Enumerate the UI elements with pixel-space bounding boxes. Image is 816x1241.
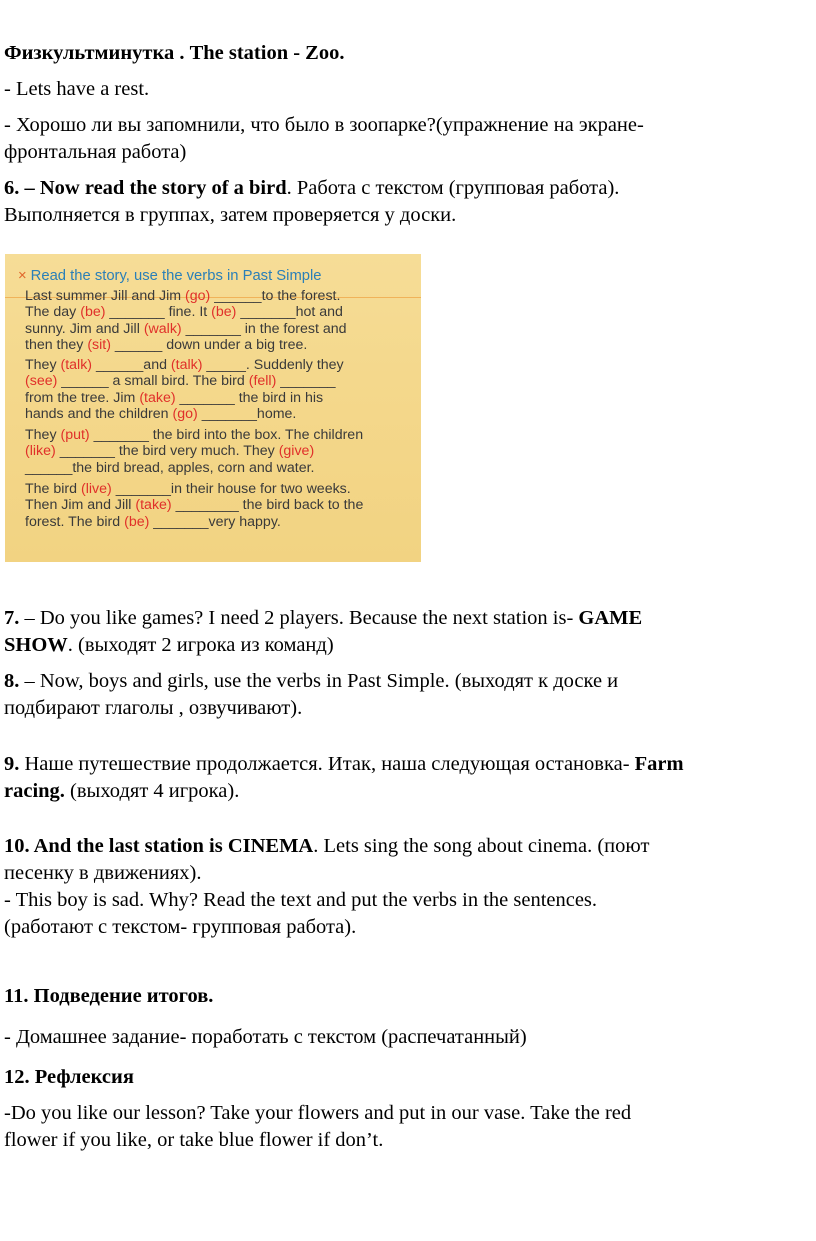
- item-6: [4, 175, 814, 202]
- exercise-line: [25, 497, 417, 513]
- item-9-number: 9.: [4, 753, 20, 775]
- item-7: [4, 605, 814, 632]
- item-5: [4, 40, 814, 67]
- item-11: 11. Подведение итогов.: [4, 985, 214, 1007]
- item-8-text: – Now, boys and girls, use the verbs in Past Simple. (выходят к доске и: [19, 670, 619, 692]
- item-6-rest: . Работа с текстом (групповая работа).: [286, 177, 620, 199]
- exercise-line: [25, 390, 417, 406]
- exercise-line: [25, 460, 417, 476]
- zoo-question-2: фронтальная работа): [4, 141, 187, 163]
- exercise-text: ______ down under a big tree.: [110, 337, 308, 354]
- item-5-text: Физкультминутка . The station - Zoo.: [4, 42, 345, 64]
- item-6-line-2: Выполняется в группах, затем проверяется у доски.: [4, 204, 457, 226]
- verb-hint: (take): [139, 389, 176, 406]
- exercise-text: then they: [25, 337, 88, 354]
- item-9-rest: (выходят 4 игрока).: [64, 780, 240, 802]
- exercise-text: _______ the bird in his: [175, 389, 324, 406]
- exercise-line: [25, 357, 417, 373]
- exercise-text: _______: [276, 373, 336, 390]
- verb-hint: (give): [278, 443, 315, 460]
- exercise-text: _______ fine. It: [105, 304, 212, 321]
- exercise-text: The bird: [25, 481, 81, 497]
- verb-hint: (walk): [143, 320, 182, 337]
- verb-hint: (take): [135, 497, 172, 514]
- item-6-heading: 6. – Now read the story of a bird: [4, 177, 287, 199]
- item-7-text: – Do you like games? I need 2 players. Because the next station is-: [19, 607, 579, 629]
- exercise-text: from the tree. Jim: [25, 389, 140, 406]
- verb-hint: (like): [25, 443, 56, 460]
- verb-hint: (see): [25, 373, 58, 390]
- item-7-number: 7.: [4, 607, 20, 629]
- verb-hint: (put): [60, 427, 90, 443]
- item-7-line-2: [4, 632, 814, 659]
- exercise-text: _____. Suddenly they: [202, 357, 344, 373]
- exercise-text: The day: [25, 304, 81, 321]
- item-10-line-2: песенку в движениях).: [4, 862, 202, 884]
- exercise-title: [18, 268, 322, 284]
- exercise-text: They: [25, 357, 61, 373]
- exercise-text: ______to the forest.: [210, 288, 341, 304]
- verb-hint: (be): [211, 304, 237, 321]
- exercise-line: [25, 406, 417, 422]
- item-7-rest: . (выходят 2 игрока из команд): [67, 634, 334, 656]
- exercise-text: ______ a small bird. The bird: [57, 373, 249, 390]
- exercise-text: _______very happy.: [149, 513, 281, 530]
- exercise-text: _______ the bird into the box. The children: [89, 427, 364, 443]
- item-8-number: 8.: [4, 670, 20, 692]
- item-12: 12. Рефлексия: [4, 1066, 134, 1088]
- item-10-line-4: (работают с текстом- групповая работа).: [4, 916, 357, 938]
- item-8: [4, 668, 814, 695]
- exercise-text: ________ the bird back to the: [171, 497, 364, 514]
- item-9: [4, 751, 814, 778]
- exercise-text: _______hot and: [236, 304, 343, 321]
- exercise-text: ______the bird bread, apples, corn and water.: [25, 459, 315, 476]
- verb-hint: (sit): [87, 337, 111, 354]
- item-10-heading: 10. And the last station is CINEMA: [4, 835, 314, 857]
- exercise-paragraph: [25, 357, 417, 423]
- item-10-line-3: - This boy is sad. Why? Read the text and put the verbs in the sentences.: [4, 889, 598, 911]
- exercise-paragraph: [25, 481, 417, 530]
- cross-icon: ×: [18, 268, 27, 284]
- exercise-line: [25, 288, 417, 304]
- item-8-line-2: подбирают глаголы , озвучивают).: [4, 697, 303, 719]
- reflection-line-2: flower if you like, or take blue flower if don’t.: [4, 1129, 384, 1151]
- exercise-text: _______home.: [197, 406, 297, 423]
- item-9-racing: racing.: [4, 780, 65, 802]
- rest-line: - Lets have a rest.: [4, 78, 150, 100]
- item-9-line-2: [4, 778, 814, 805]
- verb-hint: (fell): [248, 373, 277, 390]
- exercise-text: sunny. Jim and Jill: [25, 320, 144, 337]
- exercise-text: ______and: [92, 357, 171, 373]
- exercise-paragraph: [25, 427, 417, 476]
- exercise-text: _______in their house for two weeks.: [111, 481, 351, 497]
- verb-hint: (live): [81, 481, 112, 497]
- exercise-text: _______ the bird very much. They: [55, 443, 279, 460]
- exercise-text: Last summer Jill and Jim: [25, 288, 186, 304]
- verb-hint: (be): [124, 513, 150, 530]
- verb-hint: (talk): [60, 357, 93, 373]
- verb-hint: (talk): [170, 357, 203, 373]
- exercise-text: forest. The bird: [25, 513, 125, 530]
- item-9-farm: Farm: [634, 753, 684, 775]
- item-9-text: Наше путешествие продолжается. Итак, наша следующая остановка-: [19, 753, 635, 775]
- homework-line: - Домашнее задание- поработать с текстом (распечатанный): [4, 1026, 527, 1048]
- exercise-text: _______ in the forest and: [181, 320, 347, 337]
- exercise-text: They: [25, 427, 61, 443]
- item-10: [4, 833, 814, 860]
- exercise-text: hands and the children: [25, 406, 173, 423]
- exercise-text: Then Jim and Jill: [25, 497, 136, 514]
- exercise-paragraph: [25, 288, 417, 354]
- exercise-title-text: Read the story, use the verbs in Past Simple: [30, 268, 322, 284]
- reflection-line-1: -Do you like our lesson? Take your flowers and put in our vase. Take the red: [4, 1102, 632, 1124]
- verb-hint: (go): [185, 288, 211, 304]
- exercise-line: [25, 304, 417, 320]
- exercise-line: [25, 321, 417, 337]
- exercise-line: [25, 427, 417, 443]
- verb-hint: (go): [172, 406, 198, 423]
- exercise-line: [25, 337, 417, 353]
- exercise-line: [25, 373, 417, 389]
- item-10-rest: . Lets sing the song about cinema. (поют: [313, 835, 650, 857]
- verb-hint: (be): [80, 304, 106, 321]
- zoo-question-1: - Хорошо ли вы запомнили, что было в зоопарке?(упражнение на экране-: [4, 114, 644, 136]
- item-7-game: GAME: [578, 607, 643, 629]
- document-body: [4, 40, 814, 1154]
- exercise-line: [25, 481, 417, 497]
- exercise-line: [25, 443, 417, 459]
- exercise-image: [5, 254, 421, 562]
- item-7-show: SHOW: [4, 634, 68, 656]
- exercise-line: [25, 514, 417, 530]
